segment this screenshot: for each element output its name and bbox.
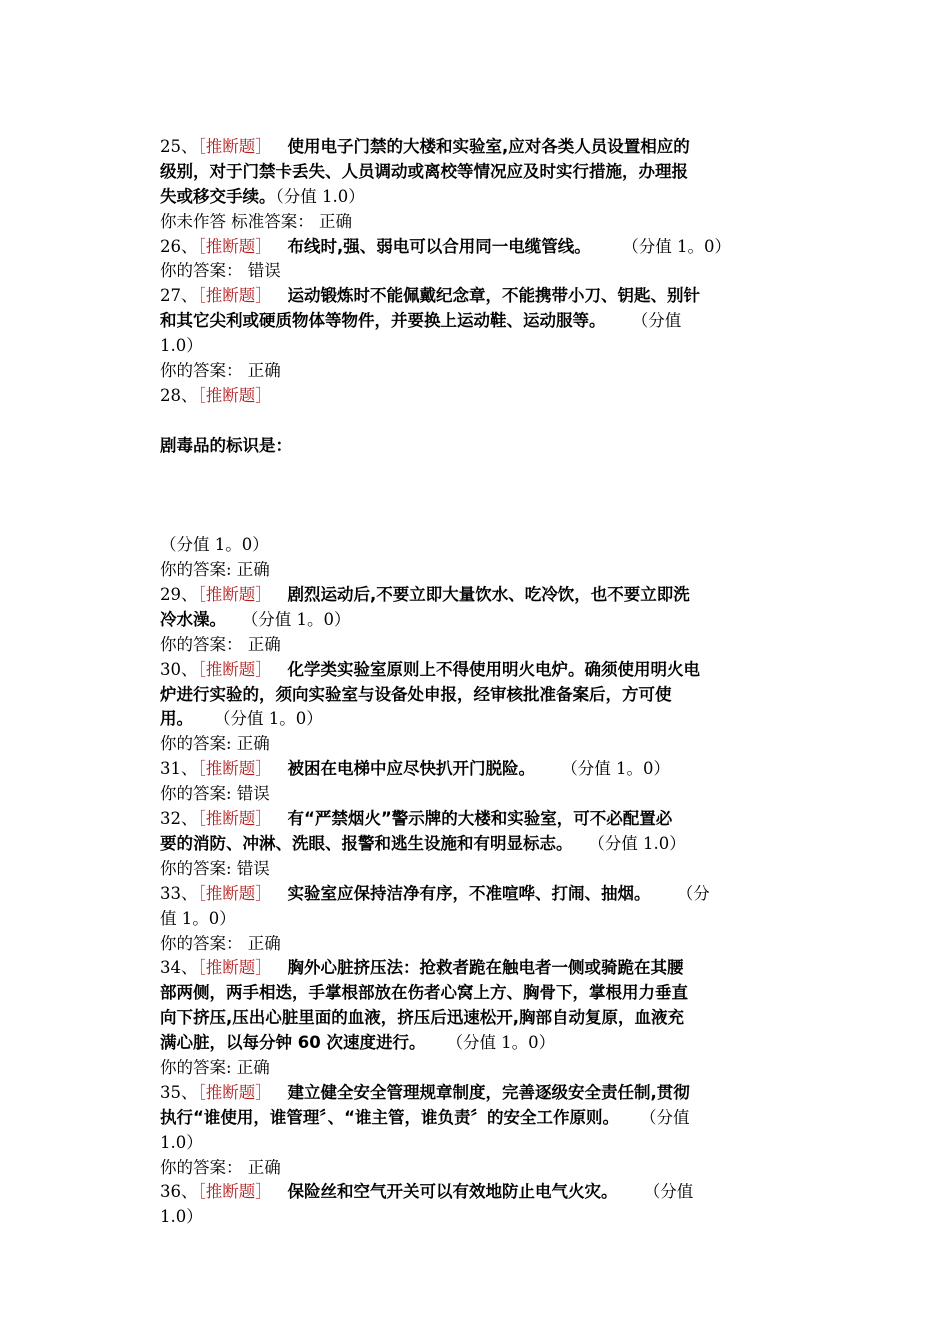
question-score: （分值 1。0） [160, 535, 269, 555]
question-text: 要的消防、冲淋、洗眼、报警和逃生设施和有明显标志。 [160, 833, 573, 853]
question-29 [160, 583, 790, 608]
question-36 [160, 1180, 790, 1205]
question-type-tag: ［推断题］ [197, 1082, 272, 1102]
question-32 [160, 807, 790, 832]
answer-line: 你的答案： 正确 [160, 634, 281, 654]
question-number: 31、 [160, 759, 198, 779]
answer-line: 你的答案: 错误 [160, 858, 270, 878]
question-text: 剧毒品的标识是： [160, 435, 292, 455]
document-body [160, 135, 790, 1230]
question-number: 27、 [160, 286, 198, 306]
answer-line: 你的答案: 正确 [160, 560, 270, 580]
question-score: 1.0） [160, 1132, 203, 1152]
question-text: 冷水澡。 [160, 609, 226, 629]
answer-line: 你的答案: 错误 [160, 784, 270, 804]
answer-line: 你的答案: 正确 [160, 1057, 270, 1077]
question-number: 25、 [160, 137, 198, 156]
question-score: （分值 1。0） [561, 759, 670, 779]
question-score: （分值 [631, 311, 682, 331]
question-text: 执行“谁使用，谁管理〞、“谁主管，谁负责〞的安全工作原则。 [160, 1107, 619, 1127]
question-score: （分值 1。0） [446, 1033, 556, 1053]
question-score: 1.0） [160, 1207, 203, 1227]
question-34 [160, 956, 790, 981]
answer-line: 你未作答 标准答案： 正确 [160, 211, 352, 231]
answer-line: 你的答案： 错误 [160, 261, 281, 281]
question-text: 有“严禁烟火”警示牌的大楼和实验室，可不必配置必 [287, 809, 673, 829]
question-type-tag: ［推断题］ [197, 809, 272, 829]
question-type-tag: ［推断题］ [197, 385, 272, 405]
question-text: 建立健全安全管理规章制度，完善逐级安全责任制,贯彻 [287, 1082, 690, 1102]
question-26 [160, 235, 790, 260]
question-text: 使用电子门禁的大楼和实验室,应对各类人员设置相应的 [287, 137, 690, 156]
question-type-tag: ［推断题］ [197, 137, 272, 156]
question-type-tag: ［推断题］ [197, 236, 272, 256]
question-score: 1.0） [160, 336, 203, 356]
question-text: 部两侧，两手相迭，手掌根部放在伤者心窝上方、胸骨下，掌根用力垂直 [160, 983, 688, 1003]
question-number: 30、 [160, 659, 198, 679]
question-30 [160, 658, 790, 683]
question-number: 32、 [160, 809, 198, 829]
question-score: 值 1。0） [160, 908, 236, 928]
question-31 [160, 757, 790, 782]
question-25 [160, 135, 790, 160]
question-text: 级别，对于门禁卡丢失、人员调动或离校等情况应及时实行措施，办理报 [160, 161, 688, 181]
question-text: 满心脏，以每分钟 60 次速度进行。 [160, 1033, 426, 1053]
question-text: 运动锻炼时不能佩戴纪念章，不能携带小刀、钥匙、别针 [287, 286, 700, 306]
question-score: （分值 1。0） [622, 236, 732, 256]
question-text: 用。 [160, 709, 193, 729]
question-text: 实验室应保持洁净有序，不准喧哗、打闹、抽烟。 [287, 883, 651, 903]
question-text: 失或移交手续。 [160, 186, 276, 206]
question-type-tag: ［推断题］ [197, 883, 272, 903]
question-text: 胸外心脏挤压法：抢救者跪在触电者一侧或骑跪在其腰 [287, 958, 684, 978]
question-28 [160, 384, 790, 409]
question-type-tag: ［推断题］ [197, 958, 272, 978]
question-text: 化学类实验室原则上不得使用明火电炉。确须使用明火电 [287, 659, 700, 679]
question-number: 36、 [160, 1182, 198, 1202]
question-text: 剧烈运动后,不要立即大量饮水、吃冷饮，也不要立即洗 [287, 585, 690, 605]
question-type-tag: ［推断题］ [197, 585, 272, 605]
question-score: （分值 1.0） [588, 833, 686, 853]
question-type-tag: ［推断题］ [197, 286, 272, 306]
question-text: 炉进行实验的，须向实验室与设备处申报，经审核批准备案后，方可使 [160, 684, 672, 704]
question-35 [160, 1081, 790, 1106]
question-score: （分值 [643, 1182, 694, 1202]
question-type-tag: ［推断题］ [197, 1182, 272, 1202]
question-number: 26、 [160, 236, 198, 256]
question-27 [160, 284, 790, 309]
question-text: 被困在电梯中应尽快扒开门脱险。 [287, 759, 535, 779]
question-number: 33、 [160, 883, 198, 903]
question-text: 向下挤压,压出心脏里面的血液，挤压后迅速松开,胸部自动复原，血液充 [160, 1008, 685, 1028]
question-number: 35、 [160, 1082, 198, 1102]
question-type-tag: ［推断题］ [197, 659, 272, 679]
question-score: （分值 1。0） [241, 609, 351, 629]
question-number: 34、 [160, 958, 198, 978]
question-score: （分值 1。0） [213, 709, 323, 729]
question-score: （分值 [639, 1107, 690, 1127]
question-text: 和其它尖利或硬质物体等物件，并要换上运动鞋、运动服等。 [160, 311, 606, 331]
question-score: （分 [676, 883, 710, 903]
question-text: 保险丝和空气开关可以有效地防止电气火灾。 [287, 1182, 618, 1202]
question-type-tag: ［推断题］ [197, 759, 272, 779]
answer-line: 你的答案： 正确 [160, 1157, 281, 1177]
answer-line: 你的答案: 正确 [160, 734, 270, 754]
question-text: 布线时,强、弱电可以合用同一电缆管线。 [287, 236, 591, 256]
question-number: 28、 [160, 385, 198, 405]
question-score: （分值 1.0） [275, 186, 365, 206]
answer-line: 你的答案： 正确 [160, 933, 281, 953]
question-number: 29、 [160, 585, 198, 605]
question-33 [160, 882, 790, 907]
answer-line: 你的答案： 正确 [160, 361, 281, 381]
